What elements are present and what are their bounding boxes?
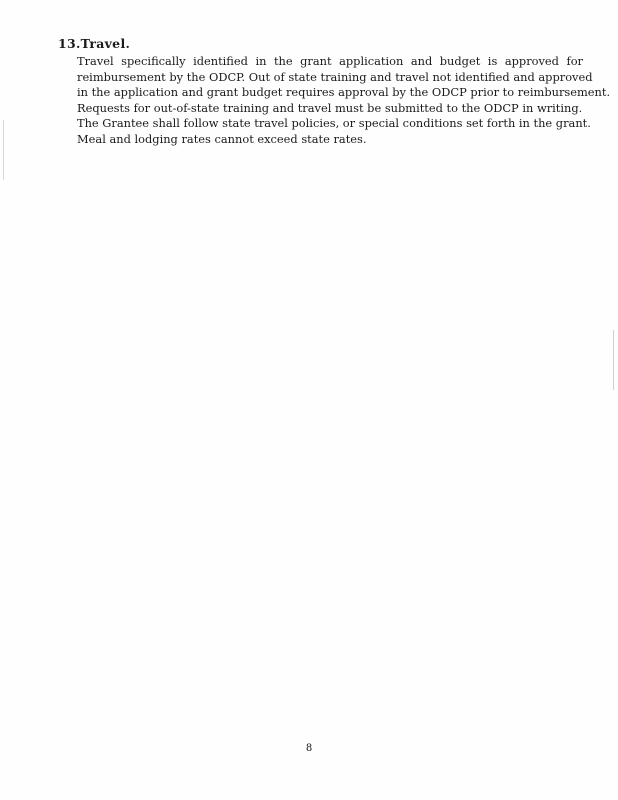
body-line: reimbursement by the ODCP. Out of state training and travel not identified and approved — [77, 69, 593, 84]
body-line: Requests for out-of-state training and travel must be submitted to the ODCP in writing. — [77, 100, 583, 115]
travel-section — [58, 36, 611, 148]
scan-edge-mark — [613, 330, 614, 390]
body-line: in the application and grant budget requires approval by the ODCP prior to reimbursement. — [77, 85, 611, 100]
page-number: 8 — [305, 743, 313, 754]
section-body — [77, 54, 611, 148]
body-line: Travel specifically identified in the grant application and budget is approved for — [77, 54, 583, 68]
section-heading: 13.Travel. — [58, 36, 131, 51]
scan-edge-mark — [3, 120, 4, 180]
body-line: The Grantee shall follow state travel policies, or special conditions set forth in the grant. — [77, 116, 591, 131]
body-line: Meal and lodging rates cannot exceed state rates. — [77, 131, 367, 146]
